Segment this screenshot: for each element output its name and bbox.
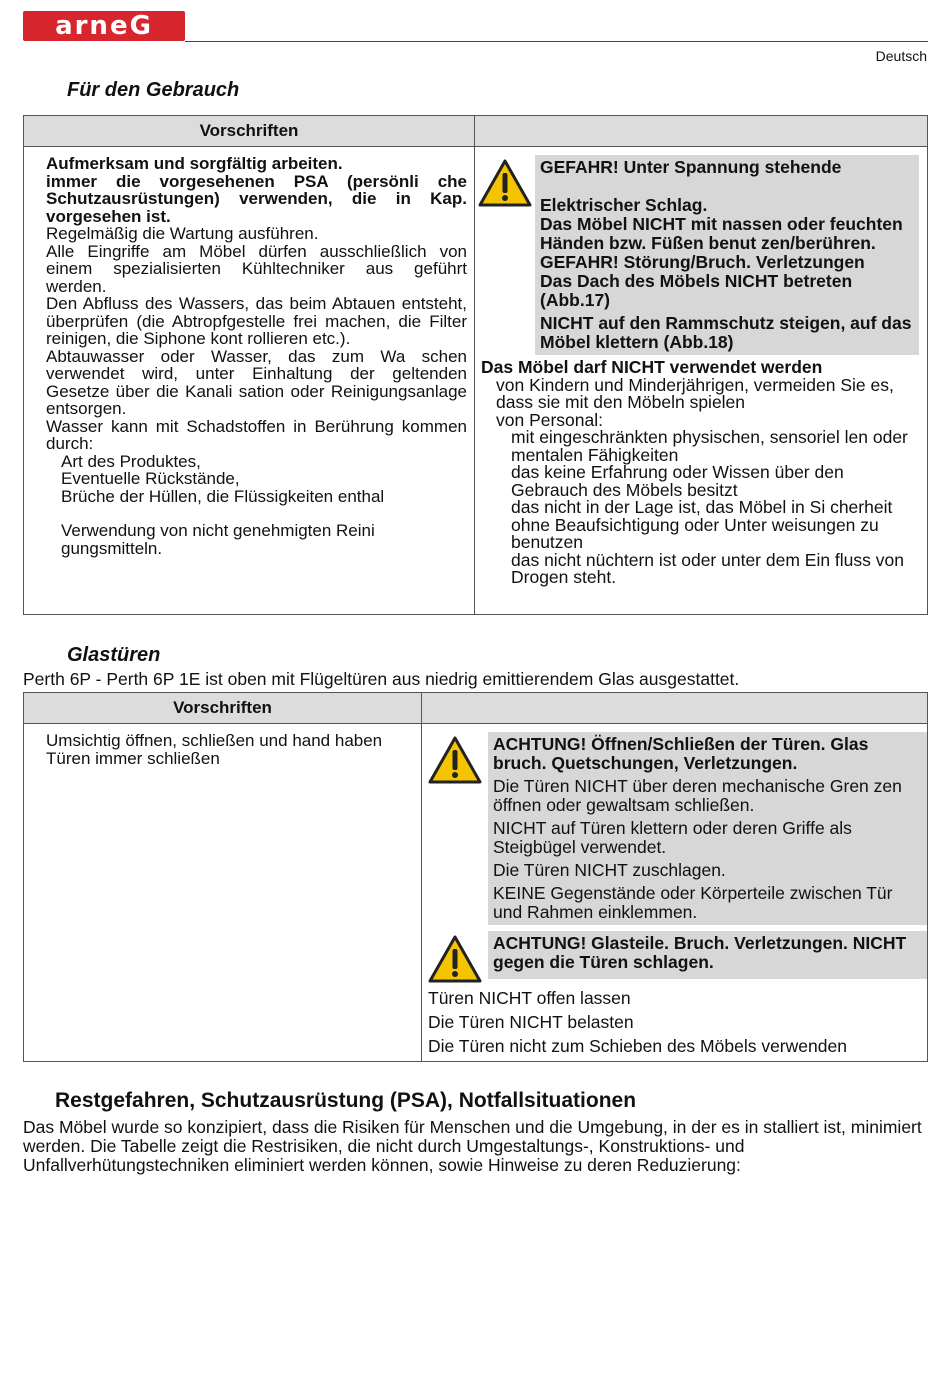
caution-doors-title: ACHTUNG! Öffnen/Schließen der Türen. Glas bruch. Quetschungen, Verletzungen. [493,734,869,773]
caution-box-glass [488,931,927,979]
rule-bold-2: immer die vorgesehenen PSA (persönli che Schutzausrüstungen) verwenden, die in Kap. vorgesehen ist. [46,171,467,226]
column-header-rules: Vorschriften [24,693,422,724]
danger-roof: Das Dach des Möbels NICHT betreten (Abb.17) [540,271,853,310]
caution-glass-title: ACHTUNG! Glasteile. Bruch. Verletzungen. NICHT gegen die Türen schlagen. [493,933,907,972]
not-used-heading: Das Möbel darf NICHT verwendet werden [481,357,823,377]
rules-cell-right [475,147,928,615]
rule-water-disposal: Abtauwasser oder Wasser, das zum Wa schen verwendet wird, unter Einhaltung der geltenden Gesetze über die Kanali sation oder Reinigungsanlage entsorgen. [46,346,467,418]
list-item: das keine Erfahrung oder Wissen über den Gebrauch des Möbels besitzt [511,462,844,500]
caution-doors-pinch: KEINE Gegenstände oder Körperteile zwischen Tür und Rahmen einklemmen. [493,883,893,922]
glass-doors-table [23,692,928,1062]
rule-contaminants: Wasser kann mit Schadstoffen in Berührung kommen durch: [46,416,467,453]
rule-not-load: Die Türen NICHT belasten [428,1012,634,1032]
danger-voltage: GEFAHR! Unter Spannung stehende [540,157,842,177]
not-used-children: von Kindern und Minderjährigen, vermeiden Sie es, dass sie mit den Möbeln spielen [496,374,894,412]
rule-close-doors: Türen immer schließen [46,748,220,768]
danger-shock: Elektrischer Schlag. [540,195,708,215]
rule-not-push: Die Türen nicht zum Schieben des Möbels verwenden [428,1036,847,1056]
usage-rules-table [23,115,928,615]
brand-logo [23,11,185,41]
rule-drain: Den Abfluss des Wassers, das beim Abtauen entsteht, überprüfen (die Abtropfgestelle frei machen, die Filter reinigen, die Siphone kont rollieren etc.). [46,294,467,348]
danger-wet-hands: Das Möbel NICHT mit nassen oder feuchten Händen bzw. Füßen benut zen/berühren. [540,214,903,253]
header-divider [185,41,928,42]
caution-doors-climb: NICHT auf Türen klettern oder deren Griffe als Steigbügel verwendet. [493,818,852,857]
rule-bold-1: Aufmerksam und sorgfältig arbeiten. [46,154,343,173]
logo-text: arneG [55,11,153,41]
danger-climb: NICHT auf den Rammschutz steigen, auf das Möbel klettern (Abb.18) [540,313,912,352]
rule-maintenance: Regelmäßig die Wartung ausführen. [46,224,319,243]
column-header-rules: Vorschriften [24,116,475,147]
rule-open-carefully: Umsichtig öffnen, schließen und hand haben [46,731,383,750]
rule-not-open: Türen NICHT offen lassen [428,988,631,1008]
list-item: Verwendung von nicht genehmigten Reini gungsmitteln. [61,521,375,558]
doors-cell-right [422,724,928,1062]
rule-technician: Alle Eingriffe am Möbel dürfen ausschließlich von einem spezialisierten Kühltechniker aus geführt werden. [46,241,467,296]
column-header-empty [475,116,928,147]
list-item: Art des Produktes, [61,451,201,471]
warning-triangle-icon [475,155,535,207]
section-title-glass-doors: Glastüren [67,644,161,666]
list-item: Brüche der Hüllen, die Flüssigkeiten enthal [61,486,385,506]
section-title-residual-risks: Restgefahren, Schutzausrüstung (PSA), Notfallsituationen [55,1089,637,1112]
rules-cell-left [24,147,475,615]
warning-triangle-icon [422,931,488,983]
warning-triangle-icon [422,732,488,784]
section-title-usage: Für den Gebrauch [67,79,240,101]
list-item: das nicht in der Lage ist, das Möbel in Si cherheit ohne Beaufsichtigung oder Unter weisungen zu benutzen [511,497,893,552]
doors-cell-left [24,724,422,1062]
language-label: Deutsch [875,48,927,64]
not-used-personnel: von Personal: [496,409,604,430]
caution-doors-limits: Die Türen NICHT über deren mechanische Gren zen öffnen oder gewaltsam schließen. [493,776,902,815]
list-item: mit eingeschränkten physischen, sensoriel len oder mentalen Fähigkeiten [511,427,908,465]
list-item: Eventuelle Rückstände, [61,469,240,488]
caution-doors-slam: Die Türen NICHT zuschlagen. [493,860,726,880]
glass-doors-intro: Perth 6P - Perth 6P 1E ist oben mit Flügeltüren aus niedrig emittierendem Glas ausgestattet. [23,669,740,689]
residual-risks-body: Das Möbel wurde so konzipiert, dass die Risiken für Menschen und die Umgebung, in der es in stalliert ist, minimiert werden. Die Tabelle zeigt die Restrisiken, die nicht durch Umgestaltungs-, Konstruktions- und Unfallverhütungstechniken eliminiert werden können, sowie Hinweise zu deren Reduzierung: [23,1117,922,1175]
danger-breakage: GEFAHR! Störung/Bruch. Verletzungen [540,252,865,272]
list-item: das nicht nüchtern ist oder unter dem Ein fluss von Drogen steht. [511,549,904,587]
danger-box [535,155,919,355]
caution-box-doors [488,732,927,925]
column-header-empty [422,693,928,724]
